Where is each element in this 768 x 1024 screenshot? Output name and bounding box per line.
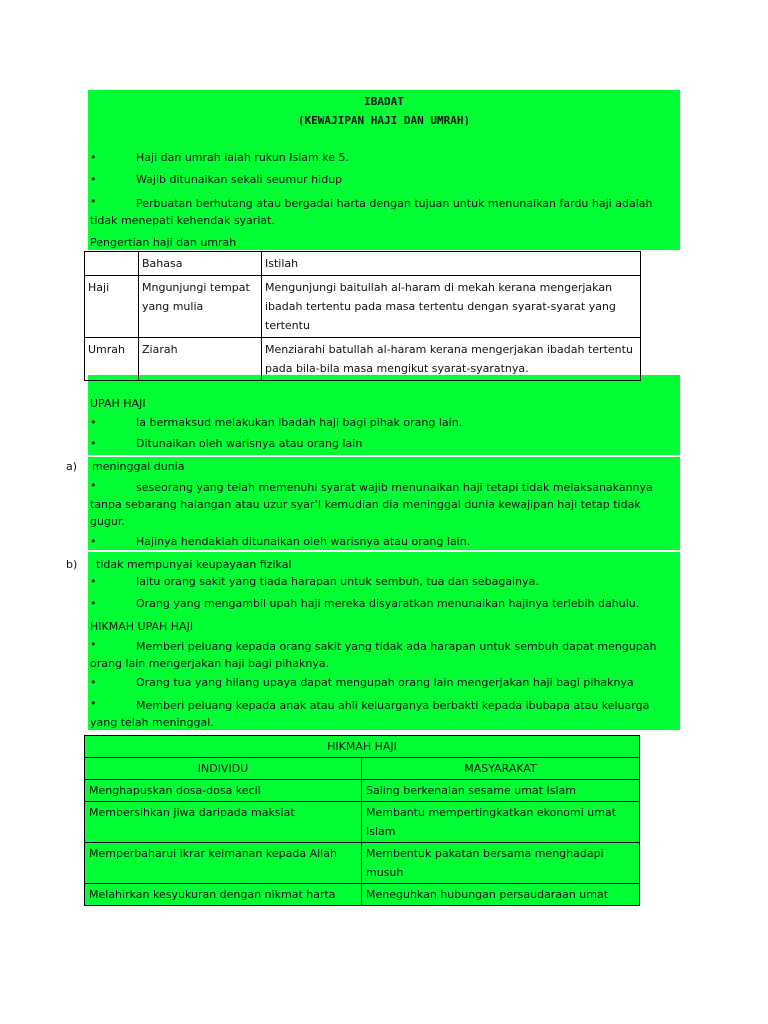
table-header-bahasa: Bahasa bbox=[139, 252, 262, 276]
hikmah-upah-bullet-3: Memberi peluang kepada anak atau ahli keluarganya berbakti kepada ibubapa atau keluarga yang telah meninggal. bbox=[90, 699, 650, 729]
table-cell: Saling berkenalan sesame umat Islam bbox=[362, 780, 640, 802]
table-row bbox=[85, 780, 640, 802]
table-header-istilah: Istilah bbox=[262, 252, 641, 276]
intro-bullet-2: Wajib ditunaikan sekali seumur hidup bbox=[136, 173, 343, 186]
intro-bullet-1: Haji dan umrah ialah rukun Islam ke 5. bbox=[136, 151, 349, 164]
bullet-icon: • bbox=[90, 575, 97, 588]
section-a-bullet-2: Hajinya hendaklah ditunaikan oleh warisnya atau orang lain. bbox=[136, 535, 471, 548]
hikmah-upah-heading: HIKMAH UPAH HAJI bbox=[90, 620, 194, 633]
section-a-heading: meninggal dunia bbox=[92, 460, 185, 473]
bullet-icon: • bbox=[90, 676, 97, 689]
table-row bbox=[85, 252, 641, 276]
page-subtitle: (KEWAJIPAN HAJI DAN UMRAH) bbox=[297, 114, 471, 127]
definition-heading: Pengertian haji dan umrah bbox=[90, 236, 237, 249]
table-header-empty bbox=[85, 252, 139, 276]
table-row bbox=[85, 843, 640, 884]
table-cell: Memperbaharui ikrar keimanan kepada Allah bbox=[85, 843, 362, 884]
table-row bbox=[85, 802, 640, 843]
bullet-icon: • bbox=[90, 416, 97, 429]
hikmah-col-individu: INDIVIDU bbox=[85, 758, 362, 780]
bullet-icon: • bbox=[90, 479, 97, 492]
bullet-icon: • bbox=[90, 195, 97, 208]
table-row bbox=[85, 276, 641, 338]
hikmah-table-title: HIKMAH HAJI bbox=[85, 736, 640, 758]
table-cell: Membentuk pakatan bersama menghadapi musuh bbox=[362, 843, 640, 884]
section-b-bullet-1: Iaitu orang sakit yang tiada harapan untuk sembuh, tua dan sebagainya. bbox=[136, 575, 539, 588]
table-row bbox=[85, 758, 640, 780]
section-b-bullet-2: Orang yang mengambil upah haji mereka disyaratkan menunaikan hajinya terlebih dahulu. bbox=[136, 597, 640, 610]
table-cell-bahasa: Mngunjungi tempat yang mulia bbox=[139, 276, 262, 338]
table-row bbox=[85, 884, 640, 906]
table-cell: Melahirkan kesyukuran dengan nikmat harta bbox=[85, 884, 362, 906]
bullet-icon: • bbox=[90, 437, 97, 450]
hikmah-upah-bullet-1: Memberi peluang kepada orang sakit yang tidak ada harapan untuk sembuh dapat mengupah orang lain mengerjakan haji bagi pihaknya. bbox=[90, 640, 657, 670]
table-cell-istilah: Mengunjungi baitullah al-haram di mekah kerana mengerjakan ibadah tertentu pada masa tertentu dengan syarat-syarat yang tertentu bbox=[262, 276, 641, 338]
definition-table bbox=[84, 251, 641, 381]
table-cell-bahasa: Ziarah bbox=[139, 338, 262, 381]
upah-haji-bullet-2: Ditunaikan oleh warisnya atau orang lain bbox=[136, 437, 363, 450]
intro-bullet-3: Perbuatan berhutang atau bergadai harta dengan tujuan untuk menunaikan fardu haji adalah tidak menepati kehendak syariat. bbox=[90, 197, 653, 227]
hikmah-col-masyarakat: MASYARAKAT bbox=[362, 758, 640, 780]
hikmah-upah-bullet-2: Orang tua yang hilang upaya dapat mengupah orang lain mengerjakan haji bagi pihaknya bbox=[136, 676, 634, 689]
table-cell: Membantu mempertingkatkan ekonomi umat Islam bbox=[362, 802, 640, 843]
table-cell-term: Umrah bbox=[85, 338, 139, 381]
table-row bbox=[85, 736, 640, 758]
bullet-icon: • bbox=[90, 173, 97, 186]
table-cell: Menghapuskan dosa-dosa kecil bbox=[85, 780, 362, 802]
upah-haji-heading: UPAH HAJI bbox=[90, 397, 146, 410]
upah-haji-bullet-1: Ia bermaksud melakukan ibadah haji bagi pihak orang lain. bbox=[136, 416, 463, 429]
table-cell: Meneguhkan hubungan persaudaraan umat bbox=[362, 884, 640, 906]
section-b-heading: tidak mempunyai keupayaan fizikal bbox=[96, 558, 292, 571]
hikmah-haji-table bbox=[84, 735, 640, 906]
table-row bbox=[85, 338, 641, 381]
table-cell: Membersihkan jiwa daripada maksiat bbox=[85, 802, 362, 843]
bullet-icon: • bbox=[90, 597, 97, 610]
bullet-icon: • bbox=[90, 151, 97, 164]
section-a-bullet-1: seseorang yang telah memenuhi syarat wajib menunaikan haji tetapi tidak melaksanakannya tanpa sebarang halangan atau uzur syar’I kemudian dia meninggal dunia kewajipan haji tetap tidak gugur. bbox=[90, 481, 653, 528]
bullet-icon: • bbox=[90, 535, 97, 548]
bullet-icon: • bbox=[90, 638, 97, 651]
section-a-marker: a) bbox=[66, 460, 78, 473]
table-cell-istilah: Menziarahi batullah al-haram kerana mengerjakan ibadah tertentu pada bila-bila masa mengikut syarat-syaratnya. bbox=[262, 338, 641, 381]
section-b-marker: b) bbox=[66, 558, 78, 571]
page-title: IBADAT bbox=[364, 95, 404, 108]
table-cell-term: Haji bbox=[85, 276, 139, 338]
bullet-icon: • bbox=[90, 697, 97, 710]
